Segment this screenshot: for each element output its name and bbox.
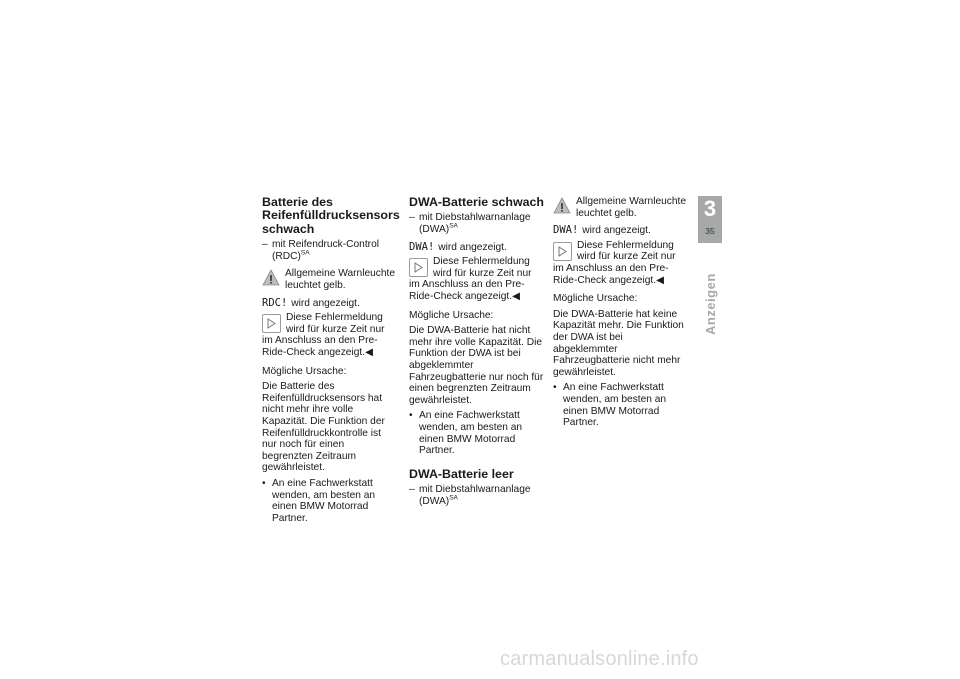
option-sup: SA (449, 494, 458, 502)
display-line (409, 242, 544, 254)
option-line-2 (409, 484, 544, 507)
warning-line (262, 268, 397, 291)
display-text: wird angezeigt. (291, 297, 360, 309)
warning-triangle-icon (262, 269, 280, 287)
watermark: carmanualsonline.info (500, 648, 699, 670)
display-line (262, 298, 397, 310)
display-message-icon (262, 314, 281, 333)
display-code: DWA! (409, 240, 435, 253)
column-dwa-empty (553, 196, 688, 433)
chapter-number: 3 (703, 196, 717, 221)
shown-info (262, 312, 397, 358)
bullet-text: An eine Fachwerkstatt wenden, am besten an einen BMW Motorrad Partner. (272, 477, 376, 524)
dash-marker: – (409, 484, 415, 496)
cause-label: Mögliche Ursache: (262, 365, 347, 377)
display-message-icon (409, 258, 428, 277)
bullet-dot: • (262, 477, 266, 489)
option-sup: SA (300, 249, 310, 257)
shown-text: Diese Fehlermeldung wird für kurze Zeit nur im Anschluss an den Pre-Ride-Check angezeigt.◀ (553, 239, 676, 286)
display-line (553, 225, 688, 237)
cause-label: Mögliche Ursache: (409, 309, 494, 321)
dash-marker: – (409, 212, 415, 224)
bullet-dot: • (553, 382, 557, 394)
page-number: 35 (705, 226, 715, 236)
cause-text: Die Batterie des Reifenfülldrucksensors hat nicht mehr ihre volle Kapazität. Die Funktion der Reifenfülldruckkontrolle ist nur noch für einen begrenzten Zeitraum gewährleistet. (262, 381, 385, 474)
chapter-label: Anzeigen (703, 273, 718, 335)
option-text: mit Diebstahlwarnanlage (DWA) (419, 484, 531, 507)
column-dwa-battery (409, 196, 544, 513)
bullet-dot: • (409, 410, 413, 422)
display-text: wird angezeigt. (438, 241, 507, 253)
option-sup: SA (449, 222, 458, 230)
display-message-icon (553, 242, 572, 261)
shown-text: Diese Fehlermeldung wird für kurze Zeit nur im Anschluss an den Pre-Ride-Check angezeigt.◀ (262, 312, 385, 358)
option-text: mit Diebstahlwarnanlage (DWA) (419, 212, 531, 235)
shown-info (553, 240, 688, 286)
section-title-2: DWA-Batterie leer (409, 466, 514, 481)
bullet-item (553, 382, 688, 428)
column-rdc-battery (262, 195, 400, 528)
option-line (409, 212, 544, 235)
display-code: DWA! (553, 224, 579, 237)
bullet-text: An eine Fachwerkstatt wenden, am besten an einen BMW Motorrad Partner. (563, 382, 667, 429)
option-line (262, 239, 397, 262)
warning-text: Allgemeine Warnleuchte leuchtet gelb. (285, 268, 396, 291)
bullet-item (409, 410, 544, 456)
bullet-item (262, 478, 397, 524)
cause-text: Die DWA-Batterie hat keine Kapazität mehr. Die Funktion der DWA ist bei abgeklemmter Fahrzeugbatterie nicht mehr gewährleistet. (553, 308, 684, 378)
shown-info (409, 256, 544, 302)
display-text: wird angezeigt. (582, 225, 651, 237)
warning-line (553, 196, 688, 219)
warning-triangle-icon (553, 197, 571, 215)
option-text: mit Reifendruck-Control (RDC) (272, 239, 380, 262)
warning-text: Allgemeine Warnleuchte leuchtet gelb. (576, 196, 687, 219)
cause-label: Mögliche Ursache: (553, 293, 638, 305)
section-title: Batterie des Reifenfülldrucksensors schwach (262, 195, 400, 236)
cause-text: Die DWA-Batterie hat nicht mehr ihre volle Kapazität. Die Funktion der DWA ist bei abgeklemmter Fahrzeugbatterie nur noch für einen begrenzten Zeitraum gewährleistet. (409, 325, 544, 406)
dash-marker: – (262, 239, 268, 251)
bullet-text: An eine Fachwerkstatt wenden, am besten an einen BMW Motorrad Partner. (419, 410, 523, 457)
shown-text: Diese Fehlermeldung wird für kurze Zeit nur im Anschluss an den Pre-Ride-Check angezeigt.◀ (409, 256, 532, 302)
section-title: DWA-Batterie schwach (409, 195, 544, 209)
display-code: RDC! (262, 296, 288, 309)
